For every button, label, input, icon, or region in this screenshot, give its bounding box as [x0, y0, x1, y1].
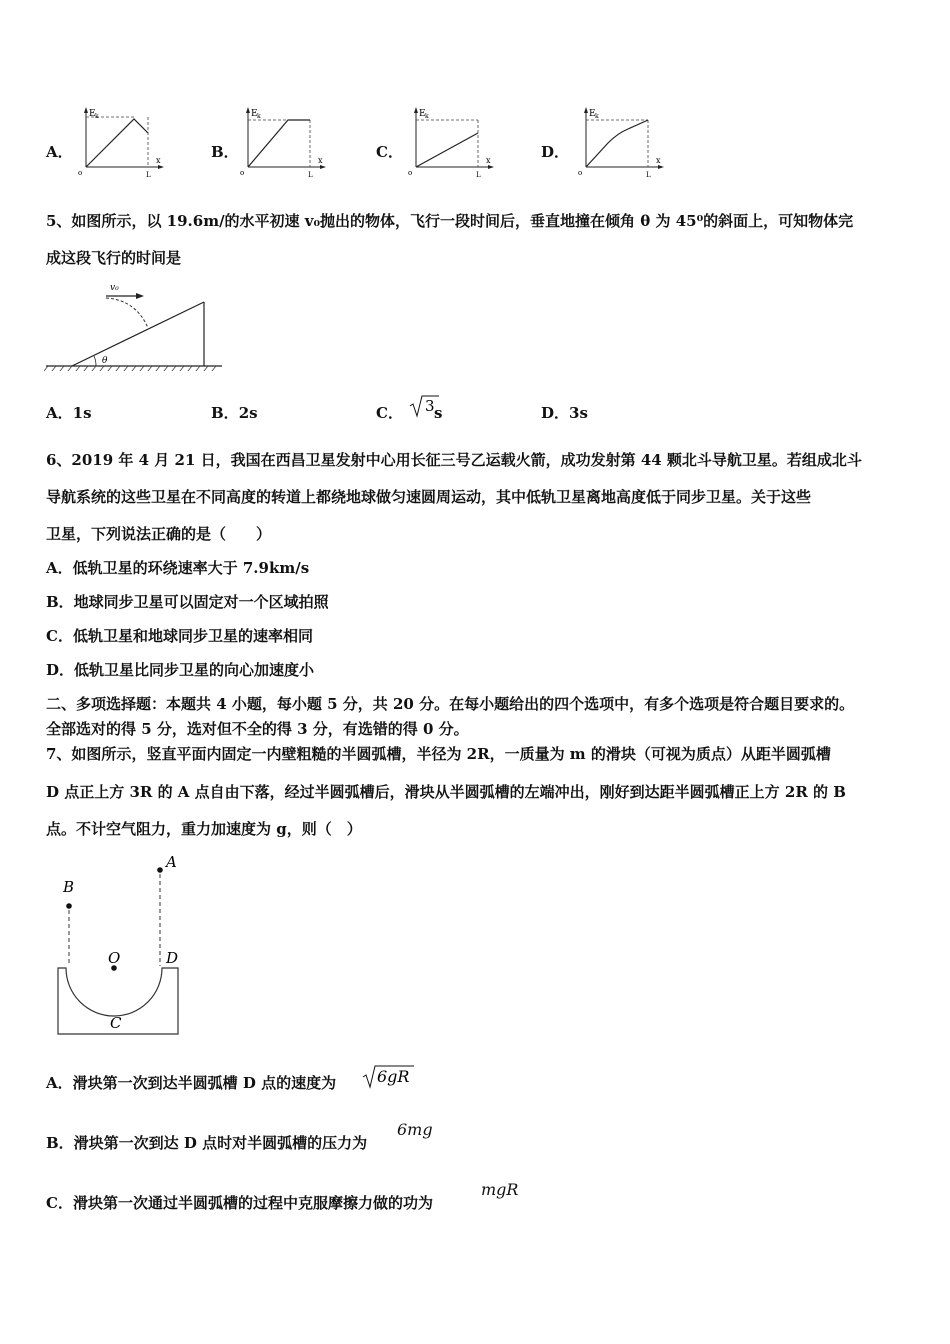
graph-d-y-label: E	[589, 109, 596, 119]
graph-a-x-label: x	[156, 156, 161, 165]
q5-v0-label: v₀	[110, 283, 119, 293]
q5-option-d-label: D．	[541, 404, 570, 422]
q7-stem-line1: 7、如图所示，竖直平面内固定一内壁粗糙的半圆弧槽，半径为 2R，一质量为 m 的滑块（可视为质点）从距半圆弧槽	[46, 745, 831, 763]
q4-graph-c	[408, 105, 498, 180]
q7-option-c-expr: mgR	[481, 1180, 519, 1199]
q5-option-c-label: C．	[376, 404, 403, 422]
q7-option-c-text: C．滑块第一次通过半圆弧槽的过程中克服摩擦力做的功为	[46, 1194, 433, 1212]
graph-a-origin: o	[78, 169, 83, 177]
graph-a-y-label: E	[89, 109, 96, 119]
q5-option-c-unit: s	[434, 404, 443, 422]
q5-option-a-label: A．	[46, 404, 73, 422]
q7-stem-line2: D 点正上方 3R 的 A 点自由下落，经过半圆弧槽后，滑块从半圆弧槽的左端冲出，刚好到达距半圆弧槽正上方 2R 的 B	[46, 783, 846, 801]
q7-label-B: B	[63, 878, 75, 896]
q5-option-d	[541, 403, 588, 423]
q6-option-a: A．低轨卫星的环绕速率大于 7.9km/s	[46, 559, 310, 577]
q7-option-a-math	[362, 1062, 422, 1090]
graph-c-y-label: E	[419, 109, 426, 119]
q5-option-b	[211, 403, 258, 423]
q7-option-a-text: A．滑块第一次到达半圆弧槽 D 点的速度为	[46, 1074, 337, 1092]
graph-b-y-sub: k	[257, 113, 261, 120]
q4-option-b-label: B．	[211, 143, 239, 161]
q6-option-d: D．低轨卫星比同步卫星的向心加速度小	[46, 661, 315, 679]
q7-option-b-text: B．滑块第一次到达 D 点时对半圆弧槽的压力为	[46, 1134, 368, 1152]
q4-option-d-label: D．	[541, 143, 570, 161]
section-2-line1: 二、多项选择题：本题共 4 小题，每小题 5 分，共 20 分。在每小题给出的四个选项中，有多个选项是符合题目要求的。	[46, 695, 855, 713]
q6-option-b: B．地球同步卫星可以固定对一个区域拍照	[46, 593, 329, 611]
graph-a-L: L	[146, 171, 151, 179]
q5-option-c-radicand: 3	[425, 397, 435, 415]
graph-c-L: L	[476, 171, 481, 179]
q5-stem-line2: 成这段飞行的时间是	[46, 249, 182, 267]
q6-stem-line2: 导航系统的这些卫星在不同高度的转道上都绕地球做匀速圆周运动，其中低轨卫星离地高度低于同步卫星。关于这些	[46, 488, 812, 506]
q7-label-D: D	[166, 949, 179, 967]
graph-d-origin: o	[578, 169, 583, 177]
graph-b-L: L	[308, 171, 313, 179]
graph-c-x-label: x	[486, 156, 491, 165]
graph-d-y-sub: k	[595, 113, 599, 120]
q7-option-a-expr: 6gR	[377, 1067, 410, 1086]
q7-option-b-expr: 6mg	[397, 1120, 433, 1139]
q4-option-a-label: A．	[46, 143, 73, 161]
q4-graph-a	[78, 105, 168, 180]
q6-option-c: C．低轨卫星和地球同步卫星的速率相同	[46, 627, 313, 645]
q6-stem-line3: 卫星，下列说法正确的是（ ）	[46, 525, 272, 543]
q4-option-c-label: C．	[376, 143, 403, 161]
q5-theta-label: θ	[102, 356, 108, 366]
q7-label-C: C	[110, 1014, 122, 1032]
section-2-line2: 全部选对的得 5 分，选对但不全的得 3 分，有选错的得 0 分。	[46, 720, 469, 738]
q4-graph-b	[240, 105, 330, 180]
q7-label-O: O	[108, 949, 121, 967]
q7-stem-line3: 点。不计空气阻力，重力加速度为 g，则（ ）	[46, 820, 362, 838]
q7-label-A: A	[166, 853, 177, 871]
q5-option-a	[46, 403, 92, 423]
q5-option-a-text: 1s	[72, 404, 92, 422]
q4-graph-d	[578, 105, 668, 180]
q5-option-d-text: 3s	[569, 404, 588, 422]
graph-d-L: L	[646, 171, 651, 179]
graph-b-y-label: E	[251, 109, 258, 119]
graph-d-x-label: x	[656, 156, 661, 165]
graph-c-origin: o	[408, 169, 413, 177]
graph-b-x-label: x	[318, 156, 323, 165]
q5-option-c	[376, 403, 403, 423]
q6-stem-line1: 6、2019 年 4 月 21 日，我国在西昌卫星发射中心用长征三号乙运载火箭，成功发射第 44 颗北斗导航卫星。若组成北斗	[46, 451, 862, 469]
q5-slope-figure	[44, 278, 224, 373]
q5-option-c-math	[409, 392, 449, 420]
graph-a-y-sub: k	[95, 113, 99, 120]
graph-c-y-sub: k	[425, 113, 429, 120]
q7-groove-figure	[50, 848, 200, 1043]
q5-option-b-label: B．	[211, 404, 239, 422]
q5-option-b-text: 2s	[238, 404, 258, 422]
graph-b-origin: o	[240, 169, 245, 177]
q5-stem-line1: 5、如图所示，以 19.6m/的水平初速 v₀抛出的物体，飞行一段时间后，垂直地撞在倾角 θ 为 45⁰的斜面上，可知物体完	[46, 212, 854, 230]
